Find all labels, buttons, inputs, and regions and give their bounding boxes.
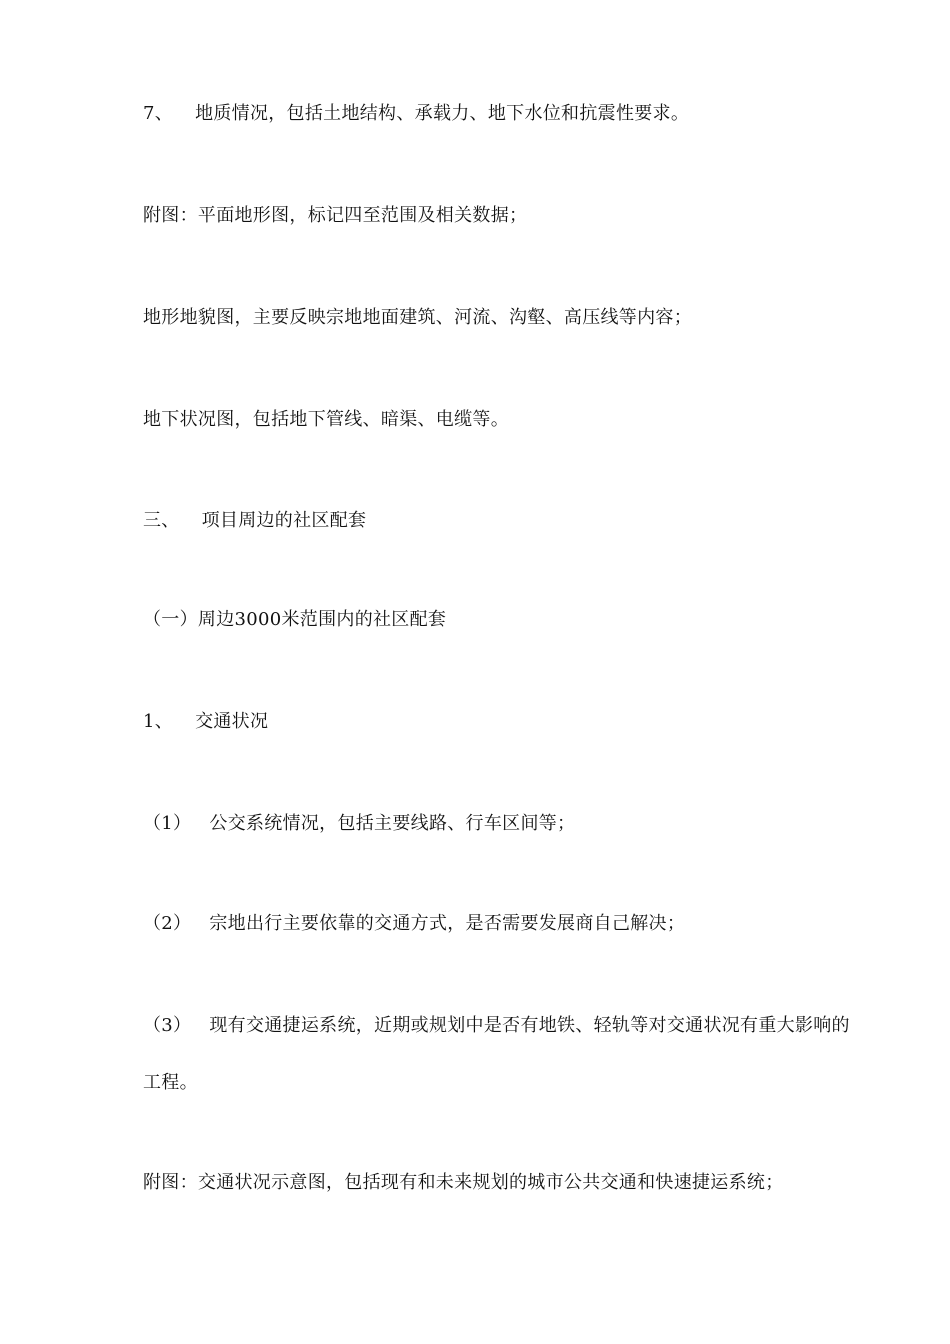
item-1-number: 1、: [143, 711, 174, 732]
item-1-text: 交通状况: [195, 711, 269, 732]
attachment-landform-map: 地形地貌图，主要反映宗地地面建筑、河流、沟壑、高压线等内容；: [143, 307, 692, 328]
item-7-number: 7、: [143, 103, 174, 124]
section-3-heading: [143, 510, 366, 532]
attachment-underground-map: 地下状况图，包括地下管线、暗渠、电缆等。: [143, 409, 509, 430]
item-1: [143, 711, 268, 733]
paragraph-1-number: （1）: [143, 813, 192, 834]
subsection-1-heading: （一）周边3000米范围内的社区配套: [143, 609, 447, 630]
section-3-title: 项目周边的社区配套: [201, 510, 367, 531]
paragraph-1-text: 公交系统情况，包括主要线路、行车区间等；: [209, 813, 576, 834]
section-3-number: 三、: [143, 510, 180, 531]
paragraph-3-text: 现有交通捷运系统，近期或规划中是否有地铁、轻轨等对交通状况有重大影响的: [209, 1015, 850, 1036]
paragraph-3-number: （3）: [143, 1015, 192, 1036]
attachment-terrain-plan: 附图：平面地形图，标记四至范围及相关数据；: [143, 205, 528, 226]
paragraph-2: [143, 913, 685, 935]
item-7: [143, 103, 689, 125]
paragraph-3: [143, 1015, 850, 1037]
paragraph-2-number: （2）: [143, 913, 192, 934]
paragraph-2-text: 宗地出行主要依靠的交通方式，是否需要发展商自己解决；: [209, 913, 686, 934]
item-7-text: 地质情况，包括土地结构、承载力、地下水位和抗震性要求。: [195, 103, 690, 124]
paragraph-1: [143, 813, 575, 835]
attachment-traffic-map: 附图：交通状况示意图，包括现有和未来规划的城市公共交通和快速捷运系统；: [143, 1172, 784, 1193]
paragraph-3-continuation: 工程。: [143, 1072, 198, 1093]
